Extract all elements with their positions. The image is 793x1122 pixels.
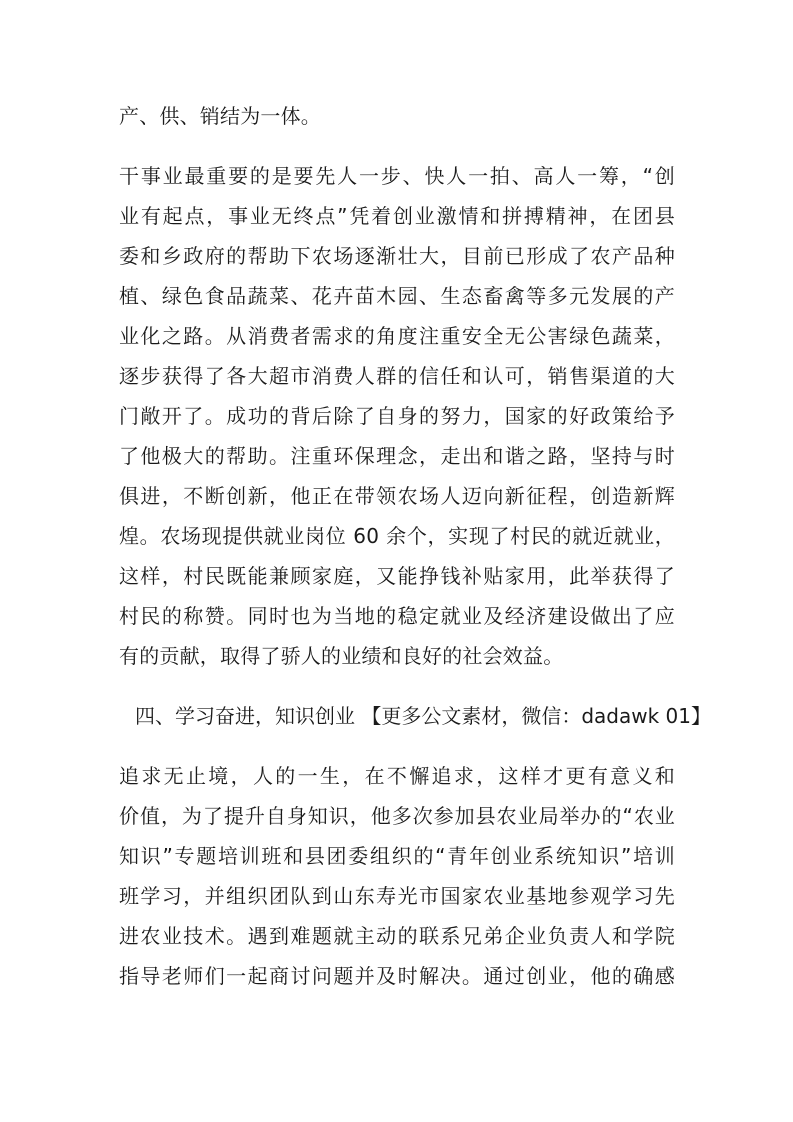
text-line: 植、绿色食品蔬菜、花卉苗木园、生态畜禽等多元发展的产 — [119, 284, 675, 308]
text-line: 追求无止境，人的一生，在不懈追求，这样才更有意义和 — [119, 764, 675, 788]
text-line: 班学习，并组织团队到山东寿光市国家农业基地参观学习先 — [119, 884, 675, 908]
text-line: 有的贡献，取得了骄人的业绩和良好的社会效益。 — [119, 644, 564, 668]
paragraph — [119, 96, 675, 136]
document-body — [119, 96, 712, 996]
text-line: 指导老师们一起商讨问题并及时解决。通过创业，他的确感 — [119, 964, 675, 988]
section-heading — [119, 696, 712, 736]
text-line: 业化之路。从消费者需求的角度注重安全无公害绿色蔬菜， — [119, 324, 675, 348]
text-line: 了他极大的帮助。注重环保理念，走出和谐之路，坚持与时 — [119, 444, 675, 468]
paragraph-spacer — [119, 136, 675, 156]
paragraph-spacer — [119, 736, 675, 756]
text-line: 这样，村民既能兼顾家庭，又能挣钱补贴家用，此举获得了 — [119, 564, 675, 588]
text-line: 干事业最重要的是要先人一步、快人一拍、高人一筹，“创 — [119, 164, 675, 188]
text-line: 逐步获得了各大超市消费人群的信任和认可，销售渠道的大 — [119, 364, 675, 388]
paragraph — [119, 756, 675, 996]
text-line: 知识”专题培训班和县团委组织的“青年创业系统知识”培训 — [119, 844, 675, 868]
text-line: 委和乡政府的帮助下农场逐渐壮大，目前已形成了农产品种 — [119, 244, 675, 268]
text-line: 村民的称赞。同时也为当地的稳定就业及经济建设做出了应 — [119, 604, 675, 628]
paragraph — [119, 156, 675, 676]
text-line: 进农业技术。遇到难题就主动的联系兄弟企业负责人和学院 — [119, 924, 675, 948]
text-line: 俱进，不断创新，他正在带领农场人迈向新征程，创造新辉 — [119, 484, 675, 508]
text-line: 业有起点，事业无终点”凭着创业激情和拼搏精神，在团县 — [119, 204, 675, 228]
paragraph-spacer — [119, 676, 675, 696]
text-line: 价值，为了提升自身知识，他多次参加县农业局举办的“农业 — [119, 804, 675, 828]
text-line: 煌。农场现提供就业岗位 60 余个，实现了村民的就近就业， — [119, 524, 675, 548]
section-title: 四、学习奋进，知识创业 — [135, 704, 362, 728]
promo-note: 【更多公文素材，微信：dadawk 01】 — [361, 704, 712, 728]
text-line: 门敞开了。成功的背后除了自身的努力，国家的好政策给予 — [119, 404, 675, 428]
text-line: 产、供、销结为一体。 — [119, 104, 321, 128]
